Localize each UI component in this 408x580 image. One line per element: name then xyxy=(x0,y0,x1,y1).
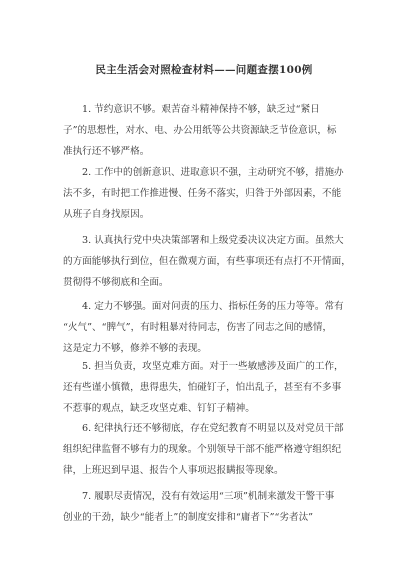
paragraph-5 xyxy=(63,356,353,419)
paragraph-line: 贯彻得不够彻底和全面。 xyxy=(63,277,169,288)
paragraph-line: 还有些谨小慎微，患得患失，怕碰钉子，怕出乱子，甚至有不多事 xyxy=(63,382,342,393)
paragraph-line: 6. 纪律执行还不够彻底，存在党纪教育不明显以及对党员干部 xyxy=(82,423,344,434)
paragraph-2 xyxy=(63,162,353,225)
paragraph-line: 1. 节约意识不够。艰苦奋斗精神保持不够，缺乏过“紧日 xyxy=(82,104,320,115)
paragraph-line: 的方面能够执行到位，但在微观方面，有些事项还有点打不开情面， xyxy=(63,256,351,267)
paragraph-4 xyxy=(63,296,353,359)
paragraph-line: 2. 工作中的创新意识、进取意识不强，主动研究不够，措施办 xyxy=(82,167,344,178)
paragraph-7 xyxy=(63,486,353,528)
paragraph-line: “火气”、“脾气”，有时粗暴对待同志，伤害了同志之间的感情， xyxy=(63,322,333,333)
paragraph-line: 律，上班迟到早退、报告个人事项迟报瞒报等现象。 xyxy=(63,465,284,476)
paragraph-3 xyxy=(63,230,353,293)
paragraph-line: 组织纪律监督不够有力的现象。个别领导干部不能严格遵守组织纪 xyxy=(63,444,342,455)
paragraph-line: 子”的思想性，对水、电、办公用纸等公共资源缺乏节俭意识，标 xyxy=(63,125,337,136)
paragraph-6 xyxy=(63,418,353,481)
document-title: 民主生活会对照检查材料——问题查摆100例 xyxy=(95,64,313,76)
paragraph-1 xyxy=(63,99,353,162)
paragraph-line: 4. 定力不够强。面对问责的压力、指标任务的压力等等。常有 xyxy=(82,301,344,312)
paragraph-line: 不惹事的观点，缺乏攻坚克难、钉钉子精神。 xyxy=(63,403,255,414)
paragraph-line: 从班子自身找原因。 xyxy=(63,209,150,220)
paragraph-line: 3. 认真执行党中央决策部署和上级党委决议决定方面。虽然大 xyxy=(82,235,344,246)
paragraph-line: 法不多，有时把工作推进慢、任务不落实，归咎于外部因素，不能 xyxy=(63,188,342,199)
paragraph-line: 准执行还不够严格。 xyxy=(63,146,150,157)
paragraph-line: 创业的干劲，缺少“能者上”的制度安排和“庸者下”“劣者汰” xyxy=(63,512,314,523)
paragraph-line: 这是定力不够，修养不够的表现。 xyxy=(63,343,207,354)
paragraph-line: 5. 担当负责，攻坚克难方面。对于一些敏感涉及面广的工作， xyxy=(82,361,344,372)
paragraph-line: 7. 履职尽责情况，没有有效运用“三项”机制来激发干警干事 xyxy=(82,491,335,502)
